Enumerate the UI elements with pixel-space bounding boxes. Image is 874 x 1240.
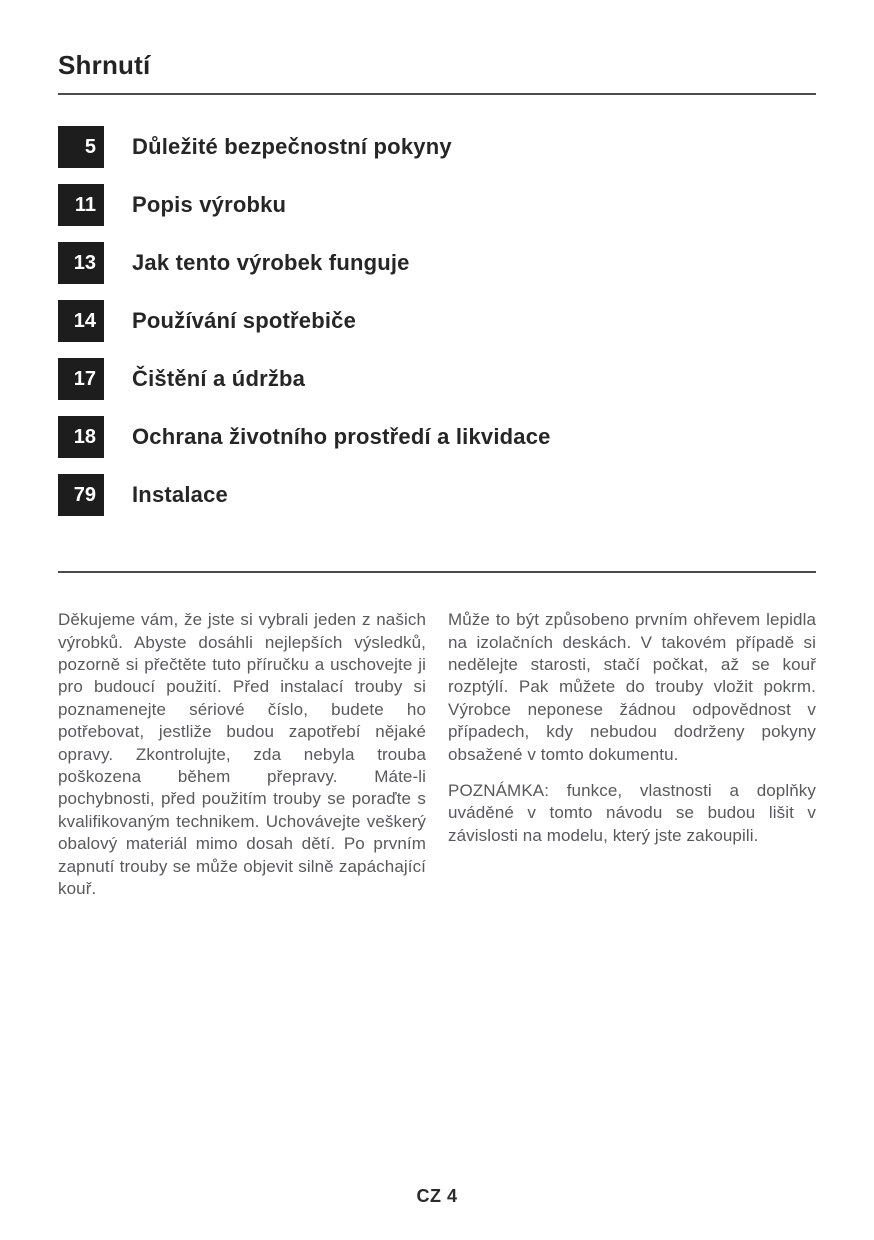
toc-entry-environment-disposal[interactable] <box>58 416 816 458</box>
toc-entry-how-product-works[interactable] <box>58 242 816 284</box>
intro-paragraph: Může to být způsobeno prvním ohřevem lepidla na izolačních deskách. V takovém případě si nedělejte starosti, stačí počkat, až se kouř rozptýlí. Pak můžete do trouby vložit pokrm. Výrobce neponese žádnou odpovědnost v případech, kdy nebudou dodrženy pokyny obsažené v tomto dokumentu. <box>448 610 816 764</box>
toc-page-number: 13 <box>58 242 104 284</box>
toc-page-number: 5 <box>58 126 104 168</box>
table-of-contents <box>58 126 816 516</box>
intro-paragraph: Děkujeme vám, že jste si vybrali jeden z našich výrobků. Abyste dosáhli nejlepších výsledků, pozorně si přečtěte tuto příručku a uschovejte ji pro budoucí použití. Před instalací trouby si poznamenejte sériové číslo, budete ho potřebovat, jestliže budou zapotřebí nějaké opravy. Zkontrolujte, zda nebyla trouba poškozena během přepravy. Máte-li pochybnosti, před použitím trouby se poraďte s kvalifikovaným technikem. Uchovávejte veškerý obalový materiál mimo dosah dětí. Po prvním zapnutí trouby se může objevit silně zapáchající kouř. <box>58 610 426 899</box>
page-content <box>0 50 874 900</box>
note-paragraph: POZNÁMKA: funkce, vlastnosti a doplňky uváděné v tomto návodu se budou lišit v závislosti na modelu, který jste zakoupili. <box>448 781 816 845</box>
intro-text-columns <box>58 609 816 900</box>
toc-page-number: 79 <box>58 474 104 516</box>
toc-page-number: 17 <box>58 358 104 400</box>
toc-entry-label: Ochrana životního prostředí a likvidace <box>132 424 551 450</box>
intro-right-column <box>448 609 816 900</box>
toc-entry-product-description[interactable] <box>58 184 816 226</box>
page-footer-marker: CZ 4 <box>416 1186 458 1206</box>
toc-entry-label: Důležité bezpečnostní pokyny <box>132 134 452 160</box>
toc-entry-cleaning-maintenance[interactable] <box>58 358 816 400</box>
toc-page-number: 14 <box>58 300 104 342</box>
toc-entry-safety[interactable] <box>58 126 816 168</box>
title-divider <box>58 93 816 95</box>
intro-left-column <box>58 609 426 900</box>
toc-entry-label: Čištění a údržba <box>132 366 306 392</box>
toc-page-number: 11 <box>58 184 104 226</box>
toc-entry-label: Jak tento výrobek funguje <box>132 250 410 276</box>
toc-page-number: 18 <box>58 416 104 458</box>
toc-entry-using-appliance[interactable] <box>58 300 816 342</box>
toc-entry-installation[interactable] <box>58 474 816 516</box>
section-divider <box>58 571 816 573</box>
page-title: Shrnutí <box>58 50 151 80</box>
toc-entry-label: Instalace <box>132 482 228 508</box>
toc-entry-label: Používání spotřebiče <box>132 308 357 334</box>
toc-entry-label: Popis výrobku <box>132 192 287 218</box>
